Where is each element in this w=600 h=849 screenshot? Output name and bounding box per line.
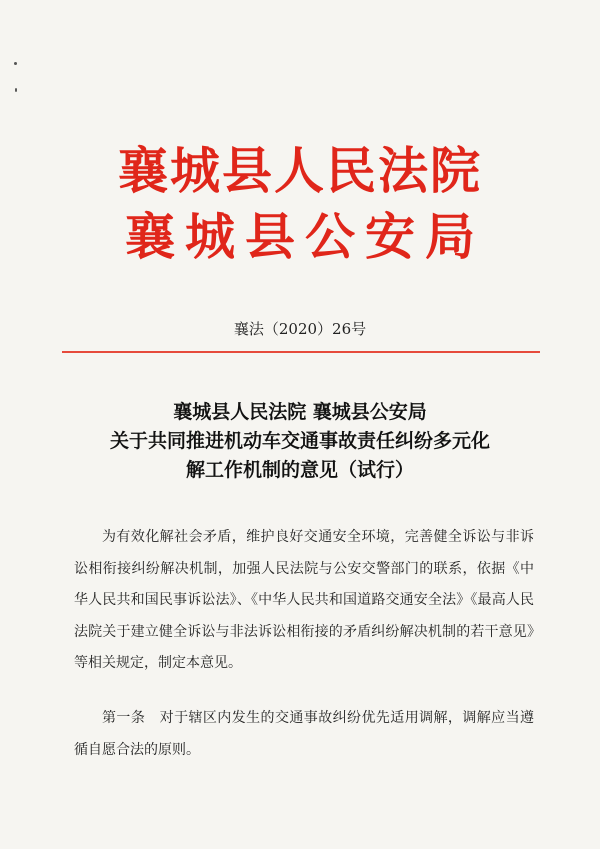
document-title-line3: 解工作机制的意见（试行） — [185, 459, 414, 481]
issuer-court: 襄城县人民法院 — [118, 141, 482, 200]
article-1-paragraph: 第一条 对于辖区内发生的交通事故纠纷优先适用调解，调解应当遵循自愿合法的原则。 — [74, 710, 534, 758]
red-divider — [62, 351, 540, 353]
document-number: 襄法（2020）26号 — [233, 320, 367, 338]
scan-speck — [14, 62, 17, 65]
issuer-police: 襄城县公安局 — [125, 207, 485, 266]
document-title-line1: 襄城县人民法院 襄城县公安局 — [173, 401, 427, 423]
intro-paragraph: 为有效化解社会矛盾，维护良好交通安全环境，完善健全诉讼与非诉讼相衔接纠纷解决机制，加强人民法院与公安交警部门的联系，依据《中华人民共和国民事诉讼法》、《中华人民共和国道路交通安全法》《最高人民法院关于建立健全诉讼与非法诉讼相衔接的矛盾纠纷解决机制的若干意见》等相关规定，制定本意见。 — [74, 529, 534, 671]
scan-speck — [15, 88, 17, 92]
document-title-line2: 关于共同推进机动车交通事故责任纠纷多元化 — [109, 430, 490, 452]
